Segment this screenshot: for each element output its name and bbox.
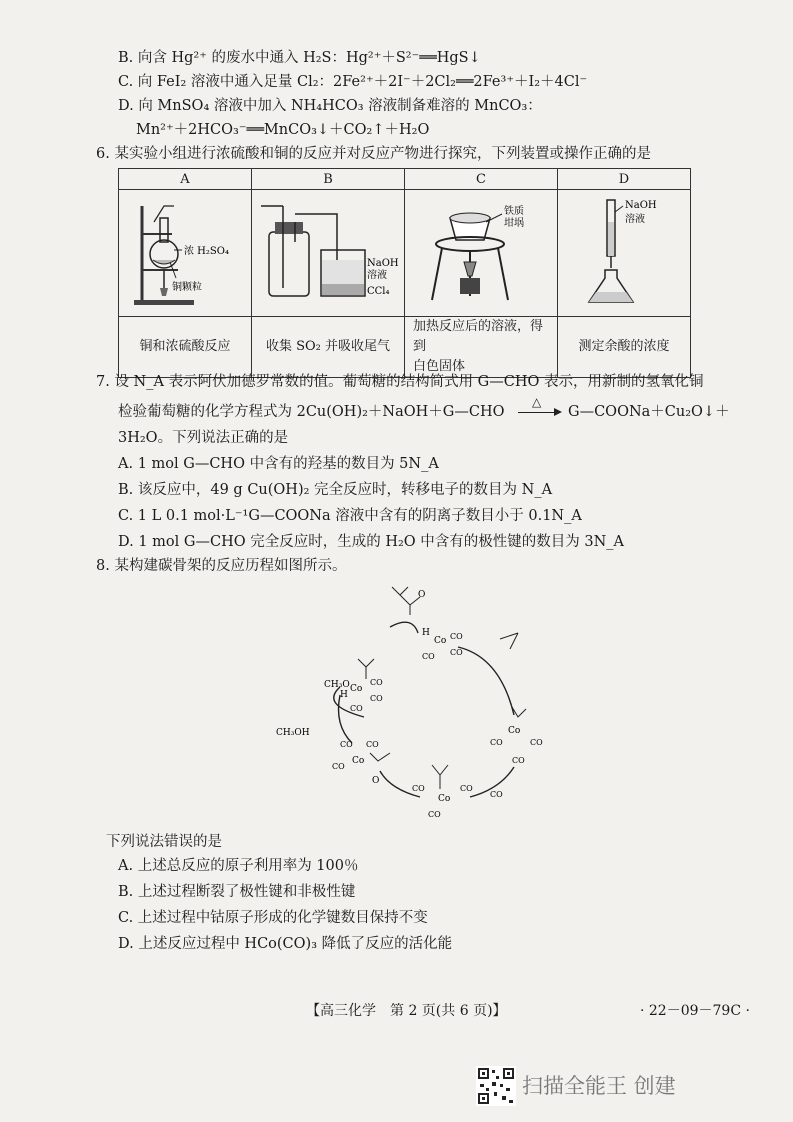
q6-header-d: D [558, 169, 691, 190]
scanner-watermark: 扫描全能王 创建 [522, 1074, 676, 1098]
label-co-ligand-mid1: CO [370, 678, 383, 687]
label-co-ligand-left1: CO [340, 740, 353, 749]
q7-stem-line3: 3H₂O。下列说法正确的是 [118, 430, 289, 446]
footer-page-label: 【高三化学 第 2 页(共 6 页)】 [306, 1003, 507, 1019]
label-co-top: Co [434, 636, 447, 646]
crucible-heating-diagram [406, 192, 556, 310]
q6-apparatus-b [252, 190, 405, 317]
label-co-ligand-mid2: CO [370, 694, 383, 703]
titration-diagram [559, 192, 689, 310]
q8-stem: 8. 某构建碳骨架的反应历程如图所示。 [96, 558, 347, 574]
label-co-ligand-bottom1: CO [412, 784, 425, 793]
q6-header-b: B [252, 169, 405, 190]
label-co-left: Co [352, 756, 365, 766]
q6-caption-b: 收集 SO₂ 并吸收尾气 [252, 317, 405, 378]
flask-stand-diagram [120, 192, 250, 310]
label-co-ligand-top1: CO [450, 632, 463, 641]
label-co-right: Co [508, 726, 521, 736]
q6-header-c: C [405, 169, 558, 190]
q5-option-c: C. 向 FeI₂ 溶液中通入足量 Cl₂：2Fe²⁺＋2I⁻＋2Cl₂══2Fe³⁺＋I₂＋4Cl⁻ [118, 74, 588, 90]
q7-heat-symbol: △ [532, 395, 542, 409]
label-h-top: H [422, 628, 430, 638]
label-copper: 铜颗粒 [172, 282, 202, 293]
q6-caption-a: 铜和浓硫酸反应 [119, 317, 252, 378]
q5-option-d-equation: Mn²⁺＋2HCO₃⁻══MnCO₃↓＋CO₂↑＋H₂O [136, 122, 430, 138]
label-ccl4: CCl₄ [367, 286, 390, 297]
label-co-ligand-top3: CO [422, 652, 435, 661]
label-co-ligand-left3: CO [332, 762, 345, 771]
q7-option-b: B. 该反应中，49 g Cu(OH)₂ 完全反应时，转移电子的数目为 N_A [118, 482, 553, 498]
label-ch3o: CH₃O [324, 680, 350, 690]
label-co-ligand-right2: CO [530, 738, 543, 747]
label-crucible: 坩埚 [504, 218, 524, 229]
q7-stem-line2a: 检验葡萄糖的化学方程式为 2Cu(OH)₂＋NaOH＋G—CHO [118, 404, 505, 420]
q7-stem-line2b: G—COONa＋Cu₂O↓＋ [568, 404, 730, 420]
label-co-bottom: Co [438, 794, 451, 804]
q6-header-a: A [119, 169, 252, 190]
q6-apparatus-table [118, 168, 691, 378]
q6-apparatus-d [558, 190, 691, 317]
q6-caption-c-line1: 加热反应后的溶液，得到 [413, 319, 544, 354]
q5-option-d: D. 向 MnSO₄ 溶液中加入 NH₄HCO₃ 溶液制备难溶的 MnCO₃： [118, 98, 542, 114]
label-co-ligand-bottom4: CO [490, 790, 503, 799]
label-h-mid: H [340, 690, 348, 700]
q5-option-b: B. 向含 Hg²⁺ 的废水中通入 H₂S：Hg²⁺＋S²⁻══HgS↓ [118, 50, 481, 66]
label-iron: 铁质 [504, 206, 524, 217]
label-conc-h2so4: 浓 H₂SO₄ [184, 246, 229, 257]
catalytic-cycle-diagram [276, 575, 580, 825]
label-co-ligand-left2: CO [366, 740, 379, 749]
q7-stem-line1: 7. 设 N_A 表示阿伏加德罗常数的值。葡萄糖的结构简式用 G—CHO 表示，用新制的氢氧化铜 [96, 374, 704, 390]
label-co-ligand-bottom2: CO [460, 784, 473, 793]
label-co-ligand-right3: CO [512, 756, 525, 765]
q7-option-c: C. 1 L 0.1 mol·L⁻¹G—COONa 溶液中含有的阴离子数目小于 0.1N_A [118, 508, 582, 524]
label-solution-d: 溶液 [625, 214, 645, 225]
q8-option-d: D. 上述反应过程中 HCo(CO)₃ 降低了反应的活化能 [118, 936, 453, 952]
q8-ask: 下列说法错误的是 [106, 834, 222, 850]
q7-arrow-head [554, 408, 562, 416]
q8-option-c: C. 上述过程中钴原子形成的化学键数目保持不变 [118, 910, 428, 926]
q7-option-d: D. 1 mol G—CHO 完全反应时，生成的 H₂O 中含有的极性键的数目为 3N_A [118, 534, 625, 550]
label-co-ligand-top2: CO [450, 648, 463, 657]
q6-caption-c-line2: 白色固体 [413, 359, 466, 374]
label-co-ligand-mid3: CO [350, 704, 363, 713]
label-acyl-o: O [372, 776, 380, 786]
q6-caption-c [405, 317, 558, 378]
q6-apparatus-a [119, 190, 252, 317]
label-naoh: NaOH [367, 258, 399, 269]
q8-option-b: B. 上述过程断裂了极性键和非极性键 [118, 884, 356, 900]
q6-stem: 6. 某实验小组进行浓硫酸和铜的反应并对反应产物进行探究，下列装置或操作正确的是 [96, 146, 651, 162]
label-co-mid: Co [350, 684, 363, 694]
q8-option-a: A. 上述总反应的原子利用率为 100％ [118, 858, 359, 874]
label-co-ligand-bottom3: CO [428, 810, 441, 819]
qr-code-icon [476, 1066, 516, 1106]
gas-bottle-diagram [253, 192, 403, 310]
label-co-ligand-right1: CO [490, 738, 503, 747]
footer-code: · 22－09－79C · [640, 1003, 750, 1019]
label-solution: 溶液 [367, 270, 387, 281]
q6-caption-d: 测定余酸的浓度 [558, 317, 691, 378]
q6-apparatus-c [405, 190, 558, 317]
q7-option-a: A. 1 mol G—CHO 中含有的羟基的数目为 5N_A [118, 456, 439, 472]
label-ester-o: O [418, 590, 426, 600]
label-methanol: CH₃OH [276, 728, 310, 738]
label-naoh-d: NaOH [625, 200, 657, 211]
